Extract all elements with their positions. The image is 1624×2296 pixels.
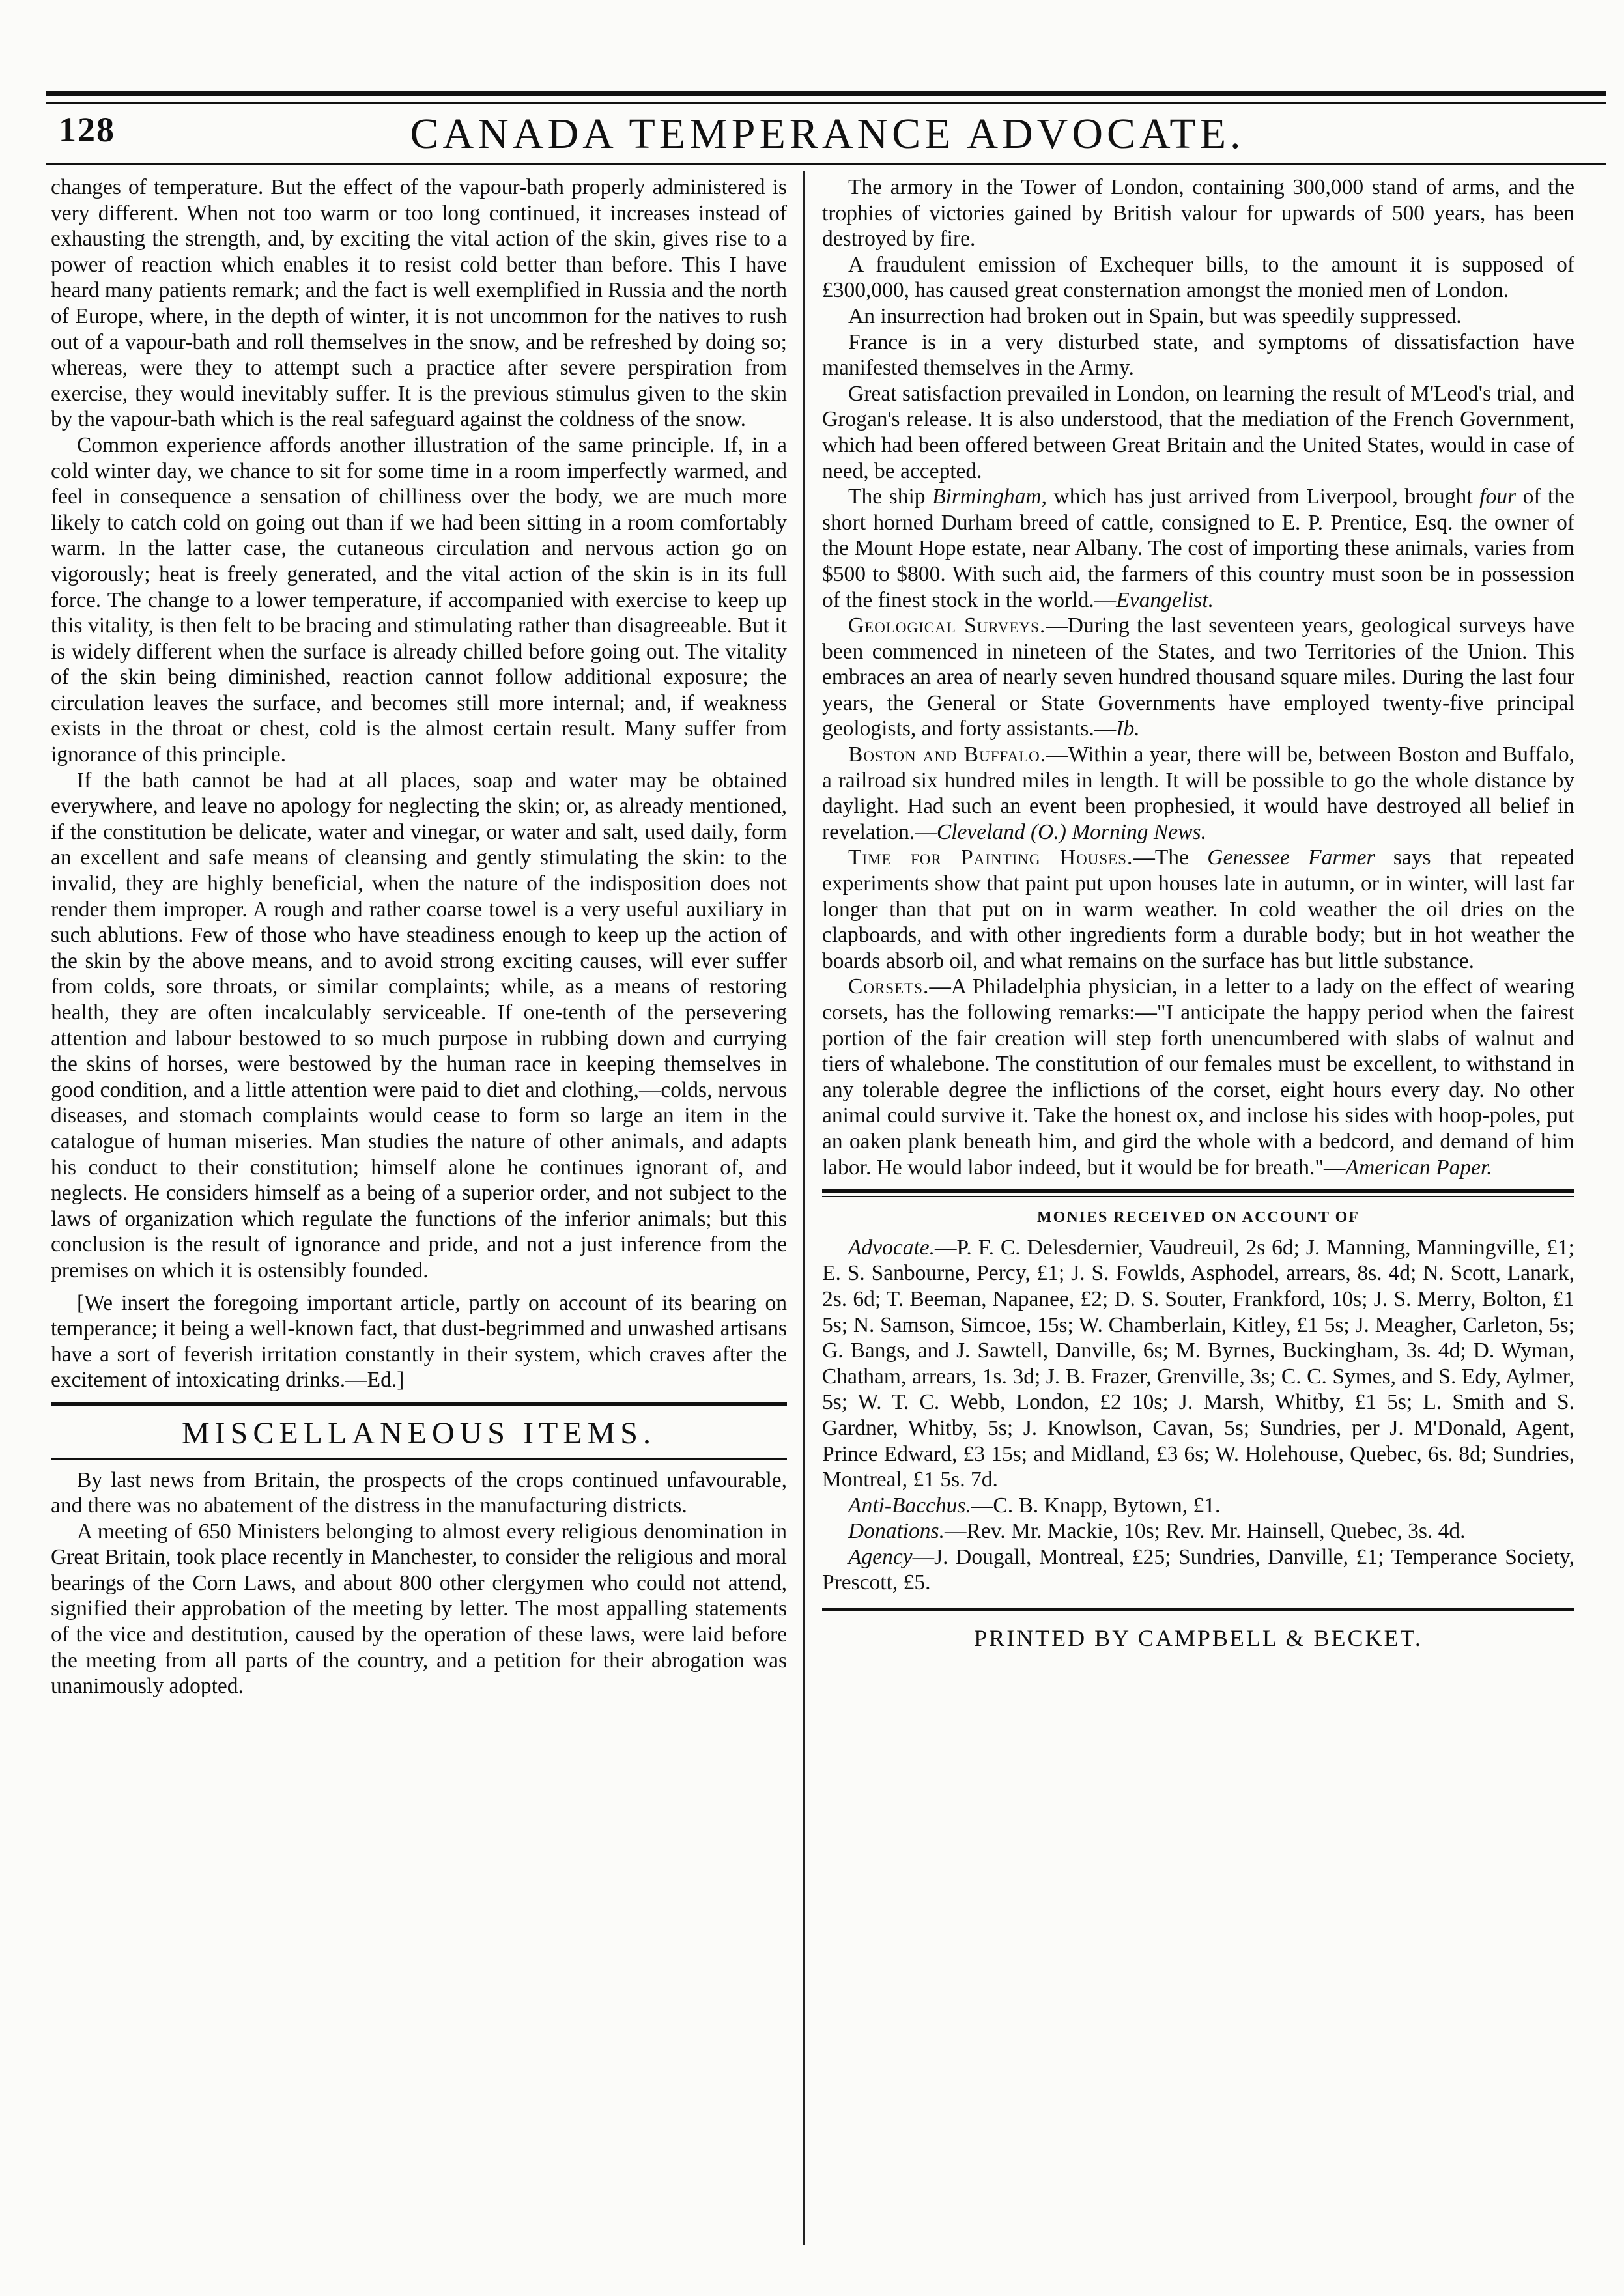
paper-name: Genessee Farmer: [1207, 845, 1375, 870]
source-credit: American Paper.: [1345, 1155, 1492, 1180]
section-rule: [822, 1196, 1574, 1197]
text-span: , which has just arrived from Liverpool, brought: [1041, 485, 1480, 509]
news-item-corsets: [822, 974, 1574, 1180]
text-span: —Rev. Mr. Mackie, 10s; Rev. Mr. Hainsell, Quebec, 3s. 4d.: [944, 1519, 1466, 1544]
text-span: —P. F. C. Delesdernier, Vaudreuil, 2s 6d; J. Manning, Manningville, £1; E. S. Sanbourne, Percy, £1; J. S. Fowlds, Asphodel, arrears, 8s. 4d; N. Scott, Lanark, 2s. 6d; T. Beeman, Napanee, £2; D. S. Souter, Frankford, 10s; J. S. Merry, Bolton, £1 5s; N. Samson, Simcoe, 15s; W. Chamberlain, Kitley, £1 5s; J. Meagher, Carleton, 5s; G. Bangs, and J. Sawtell, Danville, 6s; M. Byrnes, Buckingham, 3s. 4d; D. Wyman, Chatham, arrears, 1s. 3d; J. B. Frazer, Grenville, 3s; C. C. Symes, and S. Edy, Aylmer, 5s; W. T. C. Webb, London, £2 10s; J. Marsh, Whitby, £1 5s; L. Smith and S. Gardner, Whitby, 5s; J. Knowlson, Cavan, 5s; Sundries, per J. M'Donald, Agent, Prince Edward, £3 15s; and Midland, £3 6s; W. Holehouse, Quebec, 6s. 8d; Sundries, Montreal, £1 5s. 7d.: [822, 1235, 1574, 1492]
text-span: —During the last seventeen years, geological surveys have been commenced in nineteen of the States, and two Territories of the Union. This embraces an area of nearly seven hundred thousand square miles. During the last four years, the General or State Governments have employed twenty-five principal geologists, and forty assistants.—: [822, 614, 1574, 741]
item-heading: Time for Painting Houses.: [848, 845, 1133, 870]
source-credit: Ib.: [1116, 716, 1140, 741]
column-divider: [803, 171, 805, 2245]
section-heading: MISCELLANEOUS ITEMS.: [181, 1415, 656, 1451]
article-paragraph: changes of temperature. But the effect of the vapour-bath properly administered is very different. When not too warm or too long continued, it increases instead of exhausting the strength, and, by exciting the vital action of the skin, gives rise to a power of reaction which enables it to resist cold better than before. This I have heard many patients remark; and the fact is well exemplified in Russia and the north of Europe, where, in the depth of winter, it is not uncommon for the natives to rush out of a vapour-bath and roll themselves in the snow, and be refreshed by doing so; whereas, were they to attempt such a practice after severe perspiration from exercise, they would inevitably suffer. It is the previous stimulus given to the skin by the vapour-bath which is the real safeguard against the coldness of the snow.: [51, 175, 787, 432]
news-item: A meeting of 650 Ministers belonging to almost every religious denomination in Great Britain, took place recently in Manchester, to consider the religious and moral bearings of the Corn Laws, and about 800 other clergymen who could not attend, signified their approbation of the meeting by letter. The most appalling statements of the vice and destitution, caused by the operation of these laws, were laid before the meeting from all parts of the country, and a petition for their abrogation was unanimously adopted.: [51, 1519, 787, 1699]
header-rule: [46, 163, 1606, 165]
account-label: Advocate.: [848, 1235, 935, 1260]
source-credit: Cleveland (O.) Morning News.: [936, 819, 1206, 844]
text-span: —J. Dougall, Montreal, £25; Sundries, Danville, £1; Temperance Society, Prescott, £5.: [822, 1544, 1574, 1595]
monies-anti-bacchus: [822, 1493, 1574, 1519]
news-item-painting: [822, 845, 1574, 974]
section-rule: [822, 1608, 1574, 1611]
printer-imprint: PRINTED BY CAMPBELL & BECKET.: [974, 1625, 1423, 1652]
text-span: says that repeated experiments show that paint put upon houses late in autumn, or in winter, will last far longer than that put on in warm weather. In cold weather the oil dries on the clapboards, and with other ingredients form a durable body; but in hot weather the boards absorb oil, and what remains on the surface has but little substance.: [822, 845, 1574, 973]
section-rule: [822, 1189, 1574, 1193]
news-item: France is in a very disturbed state, and symptoms of dissatisfaction have manifested themselves in the Army.: [822, 330, 1574, 380]
page-header: [52, 109, 1603, 162]
text-span: —The: [1133, 845, 1208, 870]
right-column: [822, 175, 1574, 1652]
section-rule: [51, 1458, 787, 1460]
news-item-railroad: [822, 742, 1574, 845]
ship-name: Birmingham: [932, 485, 1042, 509]
news-item: Great satisfaction prevailed in London, on learning the result of M'Leod's trial, and Grogan's release. It is also understood, that the mediation of the French Government, which had been offered between Great Britain and the United States, would in case of need, be accepted.: [822, 381, 1574, 483]
masthead-title: CANADA TEMPERANCE ADVOCATE.: [410, 110, 1245, 158]
text-span: —A Philadelphia physician, in a letter to a lady on the effect of wearing corsets, has the following remarks:—"I anticipate the happy period when the fairest portion of the fair creation will step forth unencumbered with slabs of walnut and tiers of whalebone. The constitution of our females must be excellent, to withstand in any tolerable degree the inflictions of the corset, eight hours every day. No other animal could survive it. Take the honest ox, and inclose his sides with hoop-poles, put an oaken plank beneath him, and gird the whole with a bedcord, and demand of him labor. He would labor indeed, but it would be for breath."—: [822, 974, 1574, 1180]
item-heading: Corsets.: [848, 974, 930, 999]
top-rule: [46, 91, 1606, 96]
monies-heading: MONIES RECEIVED ON ACCOUNT OF: [1037, 1209, 1360, 1226]
text-span: The ship: [848, 485, 933, 509]
news-item: The armory in the Tower of London, containing 300,000 stand of arms, and the trophies of victories gained by British valour for upwards of 500 years, has been destroyed by fire.: [822, 175, 1574, 251]
monies-agency: [822, 1544, 1574, 1596]
source-credit: Evangelist.: [1116, 588, 1214, 612]
account-label: Anti-Bacchus.: [848, 1493, 971, 1518]
news-item: An insurrection had broken out in Spain, but was speedily suppressed.: [848, 304, 1462, 328]
emphasis-word: four: [1479, 485, 1516, 509]
article-paragraph: Common experience affords another illustration of the same principle. If, in a cold winter day, we chance to sit for some time in a room imperfectly warmed, and feel in consequence a sensation of chilliness over the body, we are much more likely to catch cold on going out than if we had been sitting in a room comfortably warm. In the latter case, the cutaneous circulation and nervous action go on vigorously; heat is freely generated, and the vital action of the skin is in its full force. The change to a lower temperature, if accompanied with exercise to keep up this vitality, is then felt to be bracing and stimulating rather than disagreeable. But it is widely different when the surface is already chilled before going out. The vitality of the skin being diminished, reaction cannot follow additional exposure; the circulation leaves the surface, and becomes still more internal; and, if weakness exists in the throat or chest, cold is the almost certain result. Many suffer from ignorance of this principle.: [51, 432, 787, 767]
text-span: —C. B. Knapp, Bytown, £1.: [971, 1493, 1221, 1518]
item-heading: Boston and Buffalo.: [848, 743, 1047, 767]
section-rule: [51, 1402, 787, 1406]
account-label: Donations.: [848, 1519, 945, 1544]
left-column: [51, 175, 787, 1699]
article-paragraph: If the bath cannot be had at all places, soap and water may be obtained everywhere, and leave no apology for neglecting the skin; or, as already mentioned, if the constitution be delicate, water and vinegar, or water and salt, used daily, form an excellent and safe means of cleansing and gently stimulating the skin: to the invalid, they are highly beneficial, when the nature of the indisposition does not render them improper. A rough and rather coarse towel is a very useful auxiliary in such ablutions. Few of those who have steadiness enough to keep up the action of the skin by the above means, and to avoid strong exciting causes, will ever suffer from colds, sore throats, or similar complaints; while, as a means of restoring health, they are often incalculably serviceable. If one-tenth of the persevering attention and labour bestowed to so much purpose in rubbing down and currying the skins of horses, were bestowed by the human race in keeping themselves in good condition, and a little attention were paid to diet and clothing,—colds, nervous diseases, and stomach complaints would cease to form so large an item in the catalogue of human miseries. Man studies the nature of other animals, and adapts his conduct to their constitution; himself alone he continues ignorant of, and neglects. He considers himself as a being of a superior order, and not subject to the laws of organization which regulate the functions of the inferior animals; but this conclusion is the result of ignorance and pride, and not a just inference from the premises on which it is ostensibly founded.: [51, 768, 787, 1283]
news-item: By last news from Britain, the prospects of the crops continued unfavourable, and there was no abatement of the distress in the manufacturing districts.: [51, 1467, 787, 1518]
monies-donations: [822, 1518, 1574, 1544]
text-span: of the short horned Durham breed of cattle, consigned to E. P. Prentice, Esq. the owner of the Mount Hope estate, near Albany. The cost of importing these animals, varies from $500 to $800. With such aid, the farmers of this country must soon be in possession of the finest stock in the world.—: [822, 485, 1574, 612]
monies-advocate: [822, 1235, 1574, 1493]
news-item-cattle: [822, 484, 1574, 613]
item-heading: Geological Surveys.: [848, 614, 1046, 638]
editor-note: [We insert the foregoing important article, partly on account of its bearing on temperance; it being a well-known fact, that dust-begrimmed and unwashed artisans have a sort of feverish irritation constantly in their system, which craves after the excitement of intoxicating drinks.—Ed.]: [51, 1290, 787, 1393]
account-label: Agency: [848, 1544, 913, 1569]
news-item-geology: [822, 613, 1574, 742]
page-number: 128: [59, 110, 115, 149]
top-thin-rule: [46, 102, 1606, 104]
news-item: A fraudulent emission of Exchequer bills, to the amount it is supposed of £300,000, has caused great consternation amongst the monied men of London.: [822, 252, 1574, 303]
text-span: —Within a year, there will be, between Boston and Buffalo, a railroad six hundred miles in length. It will be possible to go the whole distance by daylight. Had such an event been prophesied, it would have destroyed all belief in revelation.—: [822, 743, 1574, 844]
